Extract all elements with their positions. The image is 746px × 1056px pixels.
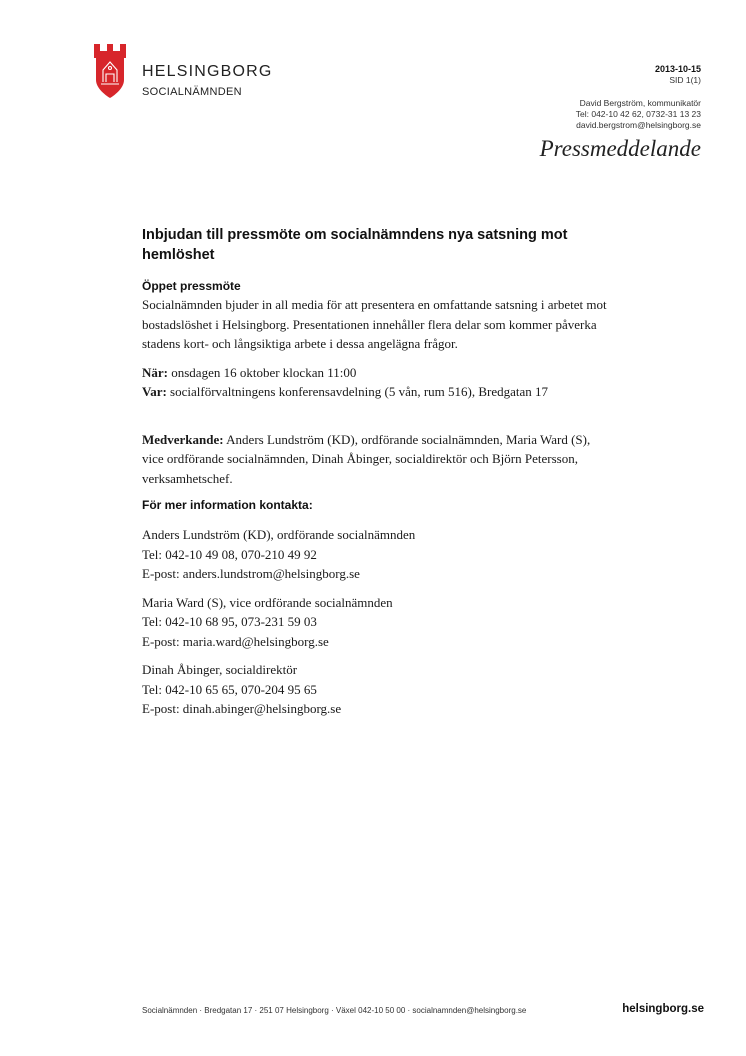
document-date: 2013-10-15: [654, 64, 701, 74]
contact-card: [142, 660, 612, 719]
footer-website: helsingborg.se: [622, 1003, 704, 1015]
document-type: Pressmeddelande: [539, 136, 701, 161]
contact-card: [142, 593, 612, 652]
info-heading: För mer information kontakta:: [142, 498, 313, 512]
org-name: HELSINGBORG: [142, 63, 273, 80]
contact-card-tel: Tel: 042-10 68 95, 073-231 59 03: [142, 614, 317, 629]
where-line: [142, 382, 612, 402]
participants-label: Medverkande:: [142, 431, 224, 447]
where-label: Var:: [142, 384, 167, 399]
contact-card-name: Dinah Åbinger, socialdirektör: [142, 662, 298, 677]
when-value: onsdagen 16 oktober klockan 11:00: [171, 364, 357, 380]
contact-card-tel: Tel: 042-10 65 65, 070-204 95 65: [142, 681, 317, 697]
contact-name: David Bergström, kommunikatör: [579, 98, 701, 108]
participants-paragraph: [142, 430, 612, 489]
intro-paragraph: Socialnämnden bjuder in all media för att presentera en omfattande satsning i arbetet mot bostadslöshet i Helsingborg. Presentationen innehåller flera delar som kommer påverka stadens kort- och långsiktiga arbete i dessa angelägna frågor.: [142, 297, 607, 351]
page-number: SID 1(1): [669, 74, 701, 85]
subheading: Öppet pressmöte: [142, 279, 241, 293]
press-release-body: [142, 225, 612, 728]
participants-value: Anders Lundström (KD), ordförande socialnämnden, Maria Ward (S), vice ordförande socialnämnden, Dinah Åbinger, socialdirektör och Björn Petersson, verksamhetschef.: [142, 431, 591, 486]
contact-card-name: Maria Ward (S), vice ordförande socialnämnden: [142, 594, 393, 610]
contact-card-name: Anders Lundström (KD), ordförande socialnämnden: [142, 527, 416, 542]
event-details: [142, 363, 612, 402]
contact-email: david.bergstrom@helsingborg.se: [576, 120, 701, 130]
department-name: SOCIALNÄMNDEN: [142, 86, 242, 98]
where-value: socialförvaltningens konferensavdelning (5 vån, rum 516), Bredgatan 17: [170, 384, 549, 399]
helsingborg-crest-icon: [92, 44, 128, 100]
when-label: När:: [142, 364, 168, 380]
contact-card-email: E-post: anders.lundstrom@helsingborg.se: [142, 566, 360, 581]
contact-tel: Tel: 042-10 42 62, 0732-31 13 23: [575, 109, 701, 119]
contact-card-tel: Tel: 042-10 49 08, 070-210 49 92: [142, 546, 317, 562]
document-meta: [655, 64, 701, 85]
when-line: [142, 363, 612, 383]
contact-card-email: E-post: maria.ward@helsingborg.se: [142, 633, 329, 649]
page-title: Inbjudan till pressmöte om socialnämndens nya satsning mot hemlöshet: [142, 227, 568, 263]
page-footer: [142, 1003, 704, 1019]
footer-address: Socialnämnden · Bredgatan 17 · 251 07 Helsingborg · Växel 042-10 50 00 · socialnamnden@helsingborg.se: [142, 1006, 527, 1015]
contact-card-email: E-post: dinah.abinger@helsingborg.se: [142, 701, 342, 716]
contact-card: [142, 525, 612, 584]
press-contact: [576, 98, 701, 131]
